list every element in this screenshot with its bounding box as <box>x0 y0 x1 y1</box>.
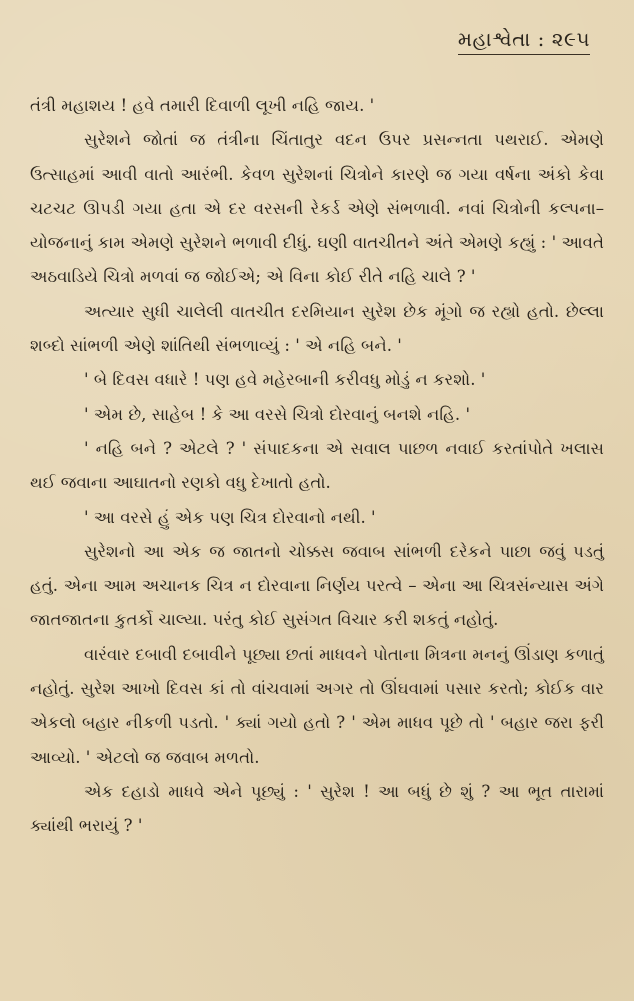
paragraph: સુરેશનો આ એક જ જાતનો ચોક્કસ જવાબ સાંભળી દરેકને પાછા જવું પડતું હતું. એના આમ અચાનક ચિત્ર ન દોરવાના નિર્ણય પરત્વે – એના આ ચિત્રસંન્યાસ અંગે જાતજાતના કુતર્કો ચાલ્યા. પરંતુ કોઈ સુસંગત વિચાર કરી શકતું નહોતું. <box>30 541 604 630</box>
paragraph: તંત્રી મહાશય ! હવે તમારી દિવાળી લૂખી નહિ જાય. ' <box>30 96 375 115</box>
dialogue-line: ' એમ છે, સાહેબ ! કે આ વરસે ચિત્રો દોરવાનું બનશે નહિ. ' <box>84 404 471 424</box>
running-title: મહાશ્વેતા : ૨૯૫ <box>458 26 590 55</box>
paragraph: ' નહિ બને ? એટલે ? ' સંપાદકના એ સવાલ પાછળ નવાઈ કરતાંપોતે ખલાસ થઈ જવાના આઘાતનો રણકો વધુ દેખાતો હતો. <box>30 438 604 493</box>
dialogue-line: ' આ વરસે હું એક પણ ચિત્ર દોરવાનો નથી. ' <box>84 507 376 527</box>
page-header <box>30 26 604 55</box>
paragraph: વારંવાર દબાવી દબાવીને પૂછ્યા છતાં માધવને પોતાના મિત્રના મનનું ઊંડાણ કળાતું નહોતું. સુરેશ આખો દિવસ કાં તો વાંચવામાં અગર તો ઊંઘવામાં પસાર કરતો; કોઈક વાર એકલો બહાર નીકળી પડતો. ' ક્યાં ગયો હતો ? ' એમ માધવ પૂછે તો ' બહાર જરા ફરી આવ્યો. ' એટલો જ જવાબ મળતો. <box>30 644 604 767</box>
paragraph: અત્યાર સુધી ચાલેલી વાતચીત દરમિયાન સુરેશ છેક મૂંગો જ રહ્યો હતો. છેલ્લા શબ્દો સાંભળી એણે શાંતિથી સંભળાવ્યું : ' એ નહિ બને. ' <box>30 301 604 356</box>
dialogue-line: ' બે દિવસ વધારે ! પણ હવે મહેરબાની કરીવધુ મોડું ન કરશો. ' <box>84 370 486 390</box>
paragraph: સુરેશને જોતાં જ તંત્રીના ચિંતાતુર વદન ઉપર પ્રસન્નતા પથરાઈ. એમણે ઉત્સાહમાં આવી વાતો આરંભી. કેવળ સુરેશનાં ચિત્રોને કારણે જ ગયા વર્ષના અંકો કેવા ચટચટ ઊપડી ગયા હતા એ દર વરસની રેકર્ડ એણે સંભળાવી. નવાં ચિત્રોની કલ્પના–યોજનાનું કામ એમણે સુરેશને ભળાવી દીધું. ઘણી વાતચીતને અંતે એમણે કહ્યું : ' આવતે અઠવાડિયે ચિત્રો મળવાં જ જોઈએ; એ વિના કોઈ રીતે નહિ ચાલે ? ' <box>30 130 604 287</box>
page-body <box>30 89 604 844</box>
paragraph: એક દહાડો માધવે એને પૂછ્યું : ' સુરેશ ! આ બધું છે શું ? આ ભૂત તારામાં ક્યાંથી ભરાયું ? ' <box>30 781 604 836</box>
